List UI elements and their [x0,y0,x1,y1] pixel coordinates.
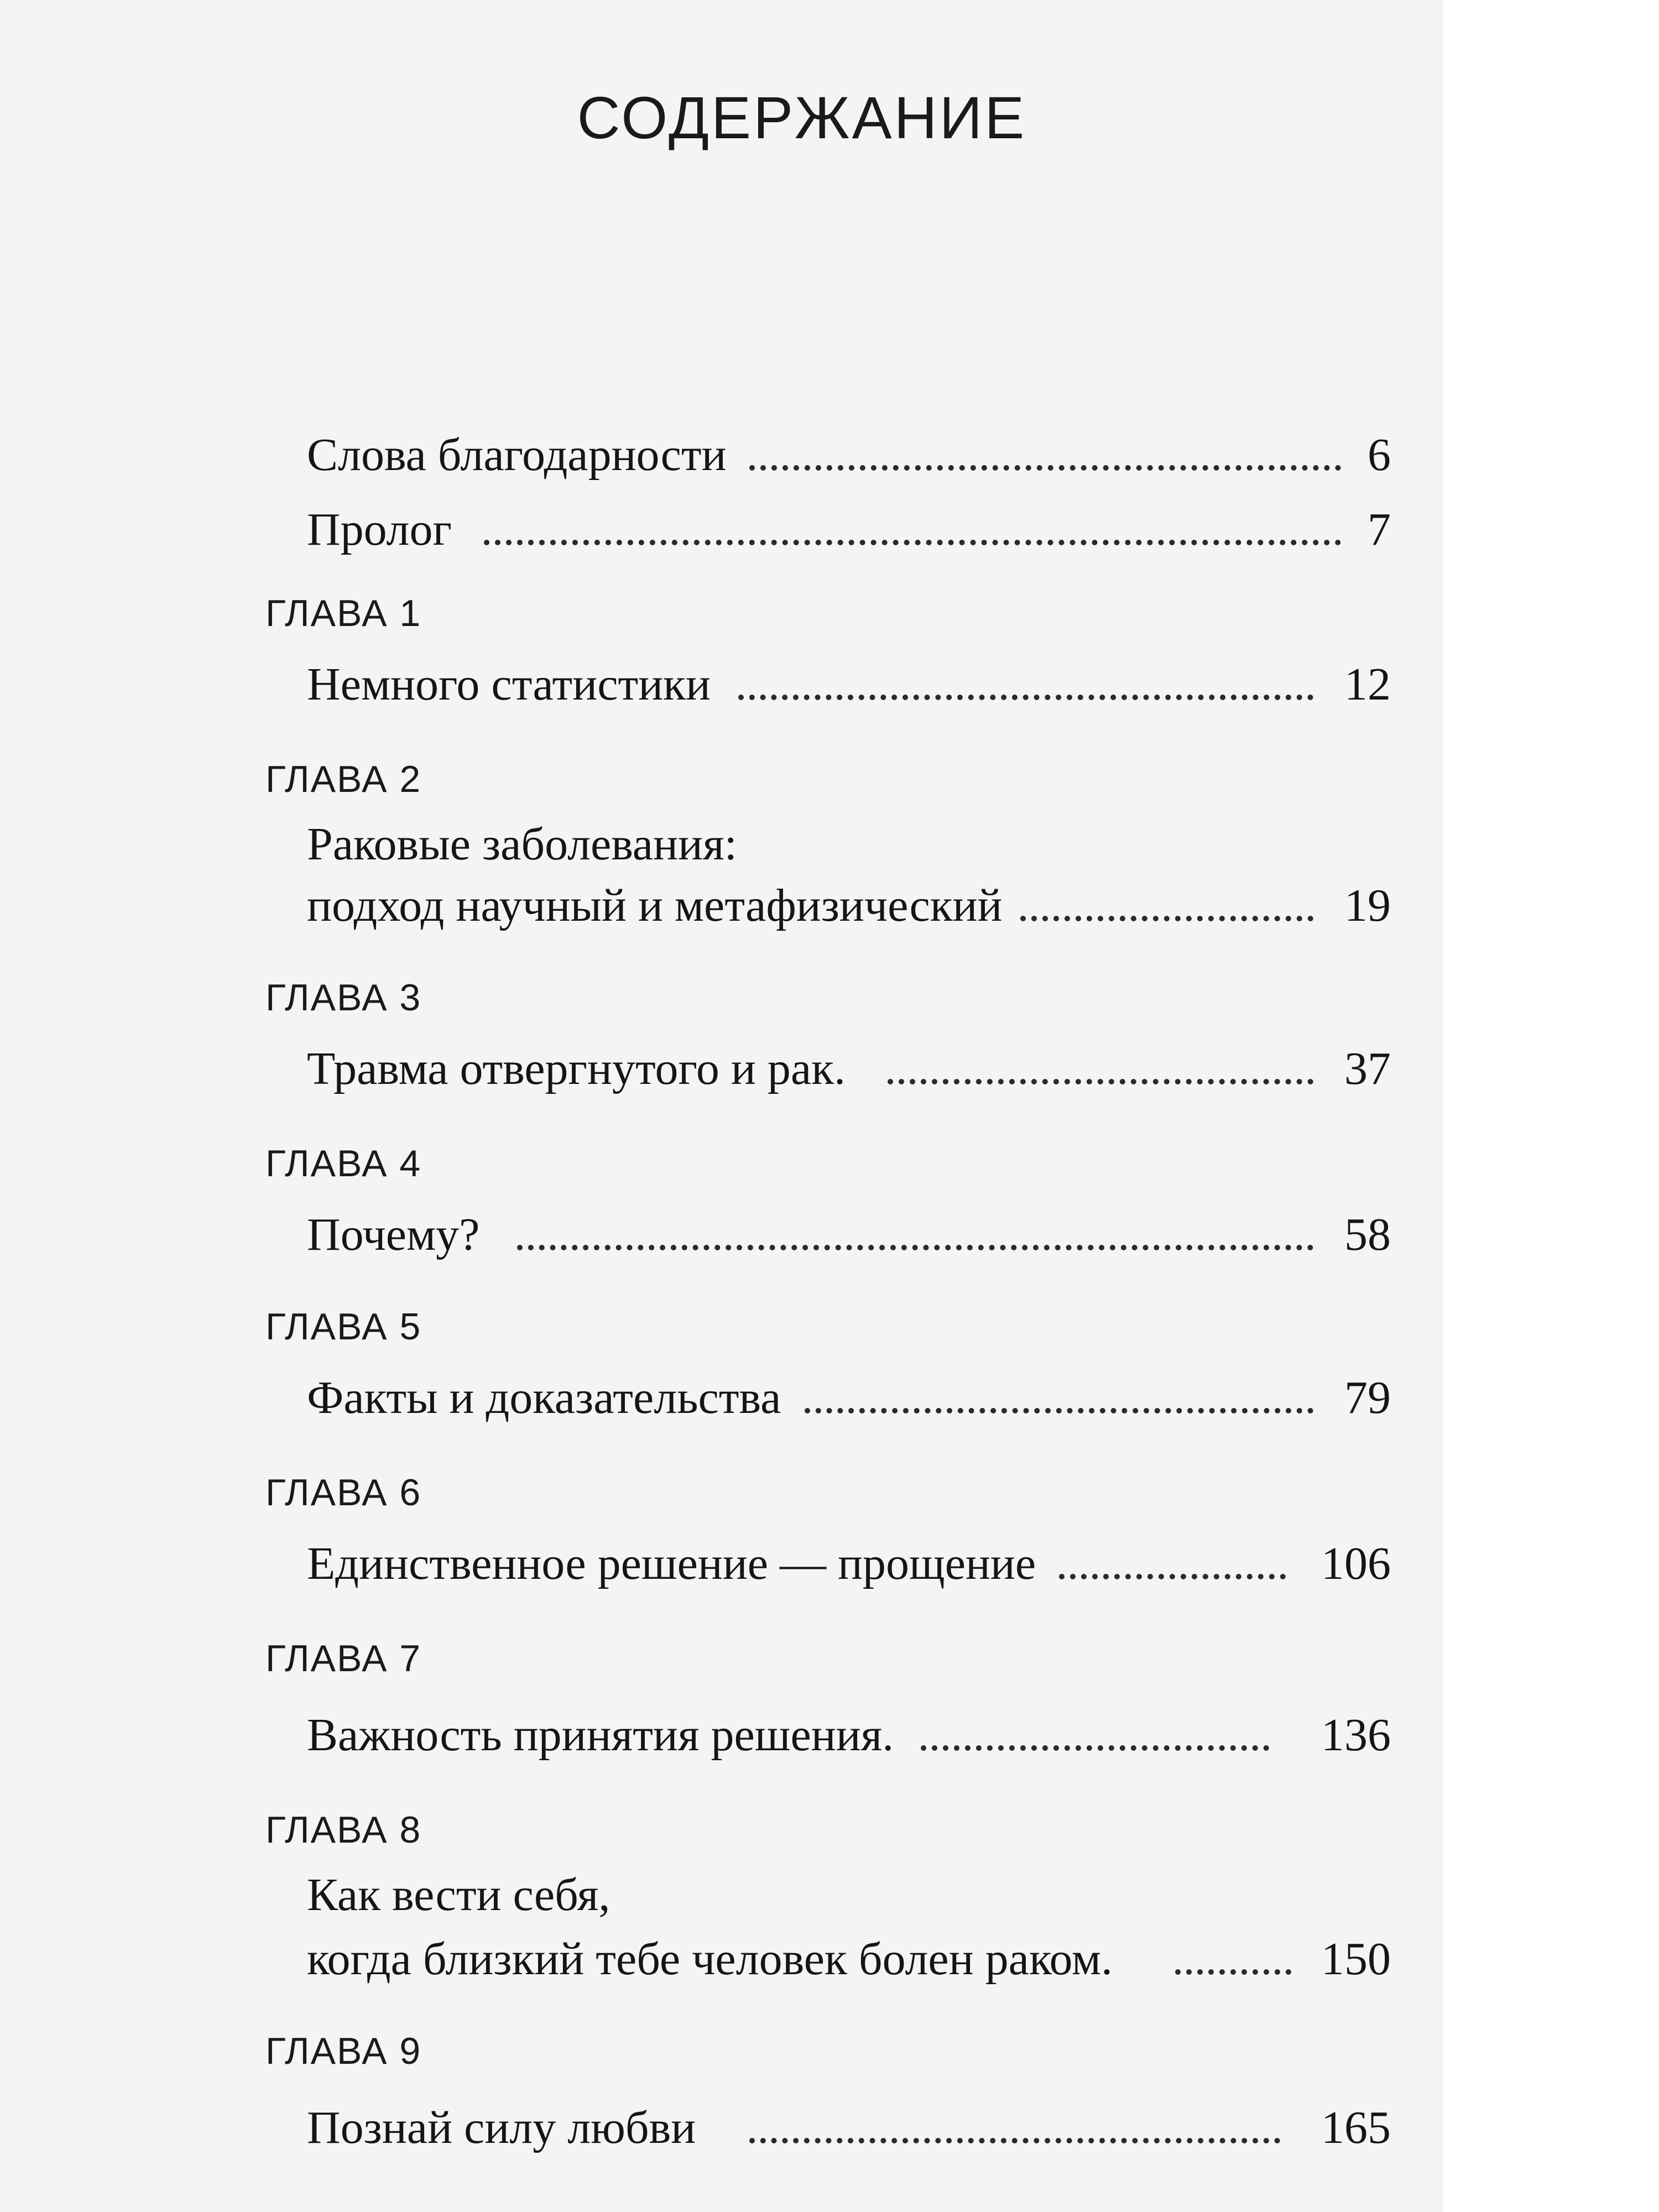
chapter-label: ГЛАВА 3 [265,977,422,1019]
chapter-label: ГЛАВА 4 [265,1142,422,1185]
chapter-label: ГЛАВА 6 [265,1472,422,1514]
chapter-label: ГЛАВА 7 [265,1637,422,1679]
toc-leader-dots [484,499,1341,545]
chapter-label: ГЛАВА 2 [265,758,422,800]
toc-entry-title: Травма отвергнутого и рак. [307,1043,846,1094]
toc-entry-title: Единственное решение — прощение [307,1538,1036,1589]
toc-entry-title: подход научный и метафизический [307,880,1003,931]
toc-entry-title: Почему? [307,1209,480,1260]
toc-entry-title-line: Раковые заболевания: [307,818,737,870]
toc-entry-title: Важность принятия решения. [307,1709,894,1761]
toc-entry-page: 37 [1344,1043,1391,1094]
toc-entry-page: 106 [1321,1538,1391,1589]
toc-entry-page: 150 [1321,1933,1391,1985]
toc-entry-page: 6 [1368,429,1391,481]
toc-entry-chapter-9 [307,2085,1391,2151]
page-edge [1443,0,1659,2212]
toc-entry-page: 12 [1344,659,1391,710]
toc-entry-title: Немного статистики [307,659,711,710]
chapter-label: ГЛАВА 9 [265,2030,422,2072]
toc-entry-acknowledgements [307,412,1391,481]
toc-entry-chapter-4 [307,1192,1391,1258]
toc-leader-dots [517,1204,1313,1250]
toc-entry-chapter-2 [307,863,1391,929]
toc-entry-page: 58 [1344,1209,1391,1260]
toc-entry-chapter-5 [307,1355,1391,1421]
chapter-label: ГЛАВА 8 [265,1809,422,1851]
toc-entry-chapter-3 [307,1026,1391,1092]
chapter-label: ГЛАВА 5 [265,1306,422,1348]
toc-entry-chapter-6 [307,1521,1391,1587]
toc-entry-page: 19 [1344,880,1391,931]
toc-entry-page: 79 [1344,1372,1391,1423]
toc-entry-page: 165 [1321,2102,1391,2153]
page-title: СОДЕРЖАНИЕ [577,84,1027,151]
toc-leader-dots [1020,875,1313,921]
toc-entry-title: Познай силу любви [307,2102,696,2153]
toc-entry-title: Слова благодарности [307,429,727,481]
toc-entry-title: когда близкий тебе человек болен раком. [307,1933,1113,1985]
toc-leader-dots [921,1704,1269,1751]
toc-entry-title: Факты и доказательства [307,1372,781,1423]
toc-leader-dots [1059,1533,1286,1579]
chapter-label: ГЛАВА 1 [265,592,422,634]
toc-entry-page: 7 [1368,504,1391,555]
toc-entry-page: 136 [1321,1709,1391,1761]
toc-leader-dots [805,1367,1313,1413]
toc-entry-prologue [307,487,1391,553]
toc-leader-dots [888,1038,1313,1084]
toc-entry-title: Пролог [307,504,452,555]
toc-leader-dots [1175,1928,1291,1975]
toc-leader-dots [749,424,1341,471]
toc-entry-title-line: Как вести себя, [307,1869,611,1921]
toc-leader-dots [738,654,1313,700]
toc-entry-chapter-7 [307,1692,1391,1759]
toc-entry-chapter-8 [307,1916,1391,1983]
toc-entry-chapter-1 [307,641,1391,708]
toc-leader-dots [749,2097,1280,2143]
